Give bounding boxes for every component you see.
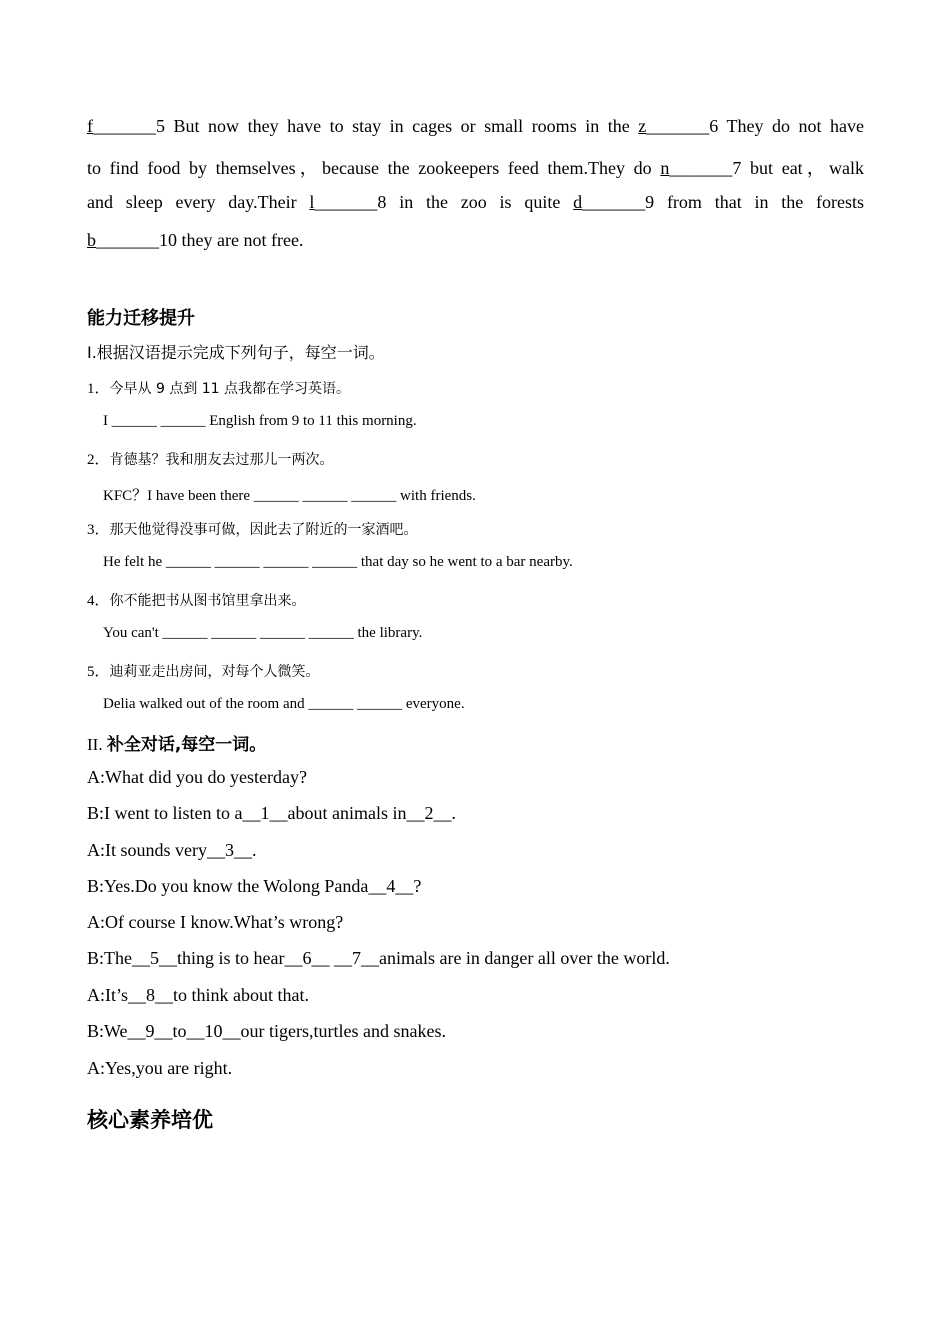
blank-10-letter: b — [87, 230, 96, 250]
question-4-english: You can't ______ ______ ______ ______ the library. — [103, 625, 423, 641]
blank-9-number: 9 — [645, 192, 655, 212]
passage-line-2 — [87, 154, 864, 180]
blank-8-number: 8 — [377, 192, 387, 212]
blank-7-line: _______ — [669, 158, 733, 178]
section-heading-core: 核心素养培优 — [87, 1108, 213, 1132]
blank-9-line: _______ — [582, 192, 646, 212]
dialogue-line: B:I went to listen to a__1__about animals in__2__. — [87, 803, 456, 823]
section-heading-ability: 能力迁移提升 — [87, 308, 195, 329]
dialogue-line: A:Of course I know.What’s wrong? — [87, 912, 344, 932]
passage-text: They do not have — [726, 116, 865, 136]
question-1-chinese: 1．今早从 9 点到 11 点我都在学习英语。 — [87, 381, 351, 397]
passage-line-4 — [87, 230, 864, 251]
blank-6-letter: z — [638, 116, 647, 136]
dialogue-line: B:Yes.Do you know the Wolong Panda__4__? — [87, 876, 422, 896]
dialogue-line: B:The__5__thing is to hear__6__ __7__animals are in danger all over the world. — [87, 948, 670, 968]
blank-5-letter: f — [87, 116, 93, 136]
blank-8-line: _______ — [314, 192, 378, 212]
question-3-chinese: 3．那天他觉得没事可做，因此去了附近的一家酒吧。 — [87, 522, 418, 538]
passage-text: to find food by themselves，because the zookeepers feed them.They do — [87, 158, 652, 178]
passage-text: and sleep every day.Their — [87, 192, 297, 212]
passage-text: in the zoo is quite — [399, 192, 561, 212]
question-4-chinese: 4．你不能把书从图书馆里拿出来。 — [87, 593, 306, 609]
blank-10-number: 10 — [159, 230, 177, 250]
question-5-chinese: 5．迪莉亚走出房间，对每个人微笑。 — [87, 664, 320, 680]
dialogue-line: A:It’s__8__to think about that. — [87, 985, 309, 1005]
passage-text: But now they have to stay in cages or small rooms in the — [173, 116, 630, 136]
blank-7-letter: n — [660, 158, 670, 178]
question-5-english: Delia walked out of the room and ______ ______ everyone. — [103, 696, 465, 712]
dialogue-line: A:It sounds very__3__. — [87, 840, 257, 860]
blank-5-number: 5 — [156, 116, 165, 136]
passage-text: from that in the forests — [666, 192, 865, 212]
blank-6-number: 6 — [709, 116, 719, 136]
blank-6-line: _______ — [646, 116, 710, 136]
passage-line-1 — [87, 116, 864, 137]
blank-8-letter: l — [309, 192, 315, 212]
passage-text: they are not free. — [181, 230, 304, 250]
blank-9-letter: d — [573, 192, 583, 212]
passage-text: but eat，walk — [750, 158, 865, 178]
blank-7-number: 7 — [732, 158, 742, 178]
question-1-english: I ______ ______ English from 9 to 11 this morning. — [103, 413, 417, 429]
instruction-I: I.根据汉语提示完成下列句子，每空一词。 — [87, 343, 385, 362]
question-3-english: He felt he ______ ______ ______ ______ that day so he went to a bar nearby. — [103, 554, 573, 570]
question-2-chinese: 2．肯德基？我和朋友去过那儿一两次。 — [87, 452, 334, 468]
instruction-II: II. 补全对话,每空一词。 — [87, 735, 267, 755]
blank-10-line: _______ — [96, 230, 159, 250]
question-2-english: KFC？I have been there ______ ______ ______ with friends. — [103, 488, 476, 504]
dialogue-line: B:We__9__to__10__our tigers,turtles and snakes. — [87, 1021, 446, 1041]
dialogue-line: A:What did you do yesterday? — [87, 767, 307, 787]
passage-line-3 — [87, 192, 864, 213]
blank-5-line: _______ — [93, 116, 156, 136]
dialogue-line: A:Yes,you are right. — [87, 1058, 233, 1078]
